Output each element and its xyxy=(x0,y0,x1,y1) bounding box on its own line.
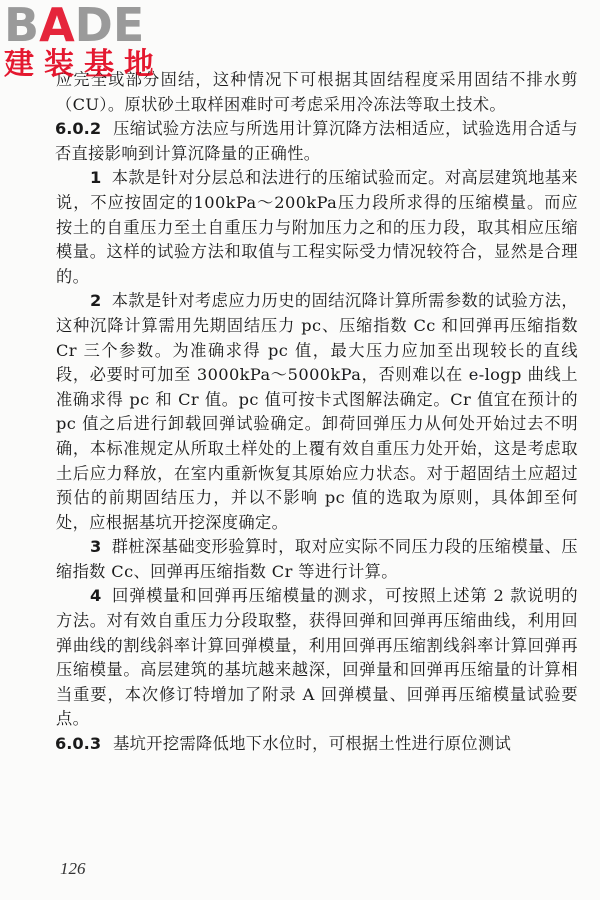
item-text: 群桩深基础变形验算时，取对应实际不同压力段的压缩模量、压缩指数 Cc、回弹再压缩指数 Cr 等进行计算。 xyxy=(56,537,578,581)
item-text: 本款是针对分层总和法进行的压缩试验而定。对高层建筑地基来说，不应按固定的100kPa～200kPa压力段所求得的压缩模量。而应按土的自重压力至土自重压力与附加压力之和的压力段，取其相应压缩模量。这样的试验方法和取值与工程实际受力情况较符合，显然是合理的。 xyxy=(56,168,578,286)
item-number: 4 xyxy=(90,586,102,606)
item-number: 1 xyxy=(90,168,102,188)
watermark-latin-text: BADE xyxy=(4,0,145,52)
item-text: 回弹模量和回弹再压缩模量的测求，可按照上述第 2 款说明的方法。对有效自重压力分段取整，获得回弹和回弹再压缩曲线，利用回弹曲线的割线斜率计算回弹模量，利用回弹再压缩割线斜率计算回弹再压缩模量。高层建筑的基坑越来越深，回弹量和回弹再压缩量的计算相当重要，本次修订特增加了附录 A 回弹模量、回弹再压缩模量试验要点。 xyxy=(56,586,578,729)
item-3 xyxy=(56,535,578,584)
paragraph-continuation: 应完全或部分固结，这种情况下可根据其固结程度采用固结不排水剪（CU）。原状砂土取样困难时可考虑采用冷冻法等取土技术。 xyxy=(56,70,578,114)
section-text: 基坑开挖需降低地下水位时，可根据土性进行原位测试 xyxy=(113,734,512,754)
watermark-cjk-text: 建装基地 xyxy=(4,47,164,82)
page-number: 126 xyxy=(60,859,86,878)
item-2 xyxy=(56,289,578,535)
item-text: 本款是针对考虑应力历史的固结沉降计算所需参数的试验方法，这种沉降计算需用先期固结压力 pc、压缩指数 Cc 和回弹再压缩指数 Cr 三个参数。为准确求得 pc 值，最大压力应加至出现较长的直线段，必要时可加至 3000kPa～5000kPa，否则难以在 e-logp 曲线上准确求得 pc 和 Cr 值。pc 值可按卡式图解法确定。Cr 值宜在预计的 pc 值之后进行卸载回弹试验确定。卸荷回弹压力从何处开始过去不明确，本标准规定从所取土样处的上覆有效自重压力处开始，这是考虑取土后应力释放，在室内重新恢复其原始应力状态。对于超固结土应超过预估的前期固结压力，并以不影响 pc 值的选取为原则，具体卸至何处，应根据基坑开挖深度确定。 xyxy=(56,291,578,532)
item-number: 3 xyxy=(90,537,102,557)
site-watermark-logo xyxy=(4,2,164,80)
section-text: 压缩试验方法应与所选用计算沉降方法相适应，试验选用合适与否直接影响到计算沉降量的正确性。 xyxy=(55,119,578,163)
item-4 xyxy=(56,584,578,732)
item-number: 2 xyxy=(90,291,102,311)
item-1 xyxy=(56,166,578,289)
section-6-0-3 xyxy=(55,732,578,757)
section-6-0-2 xyxy=(55,117,578,166)
body-text xyxy=(56,68,578,757)
section-number: 6.0.2 xyxy=(55,119,102,139)
section-number: 6.0.3 xyxy=(55,734,102,754)
